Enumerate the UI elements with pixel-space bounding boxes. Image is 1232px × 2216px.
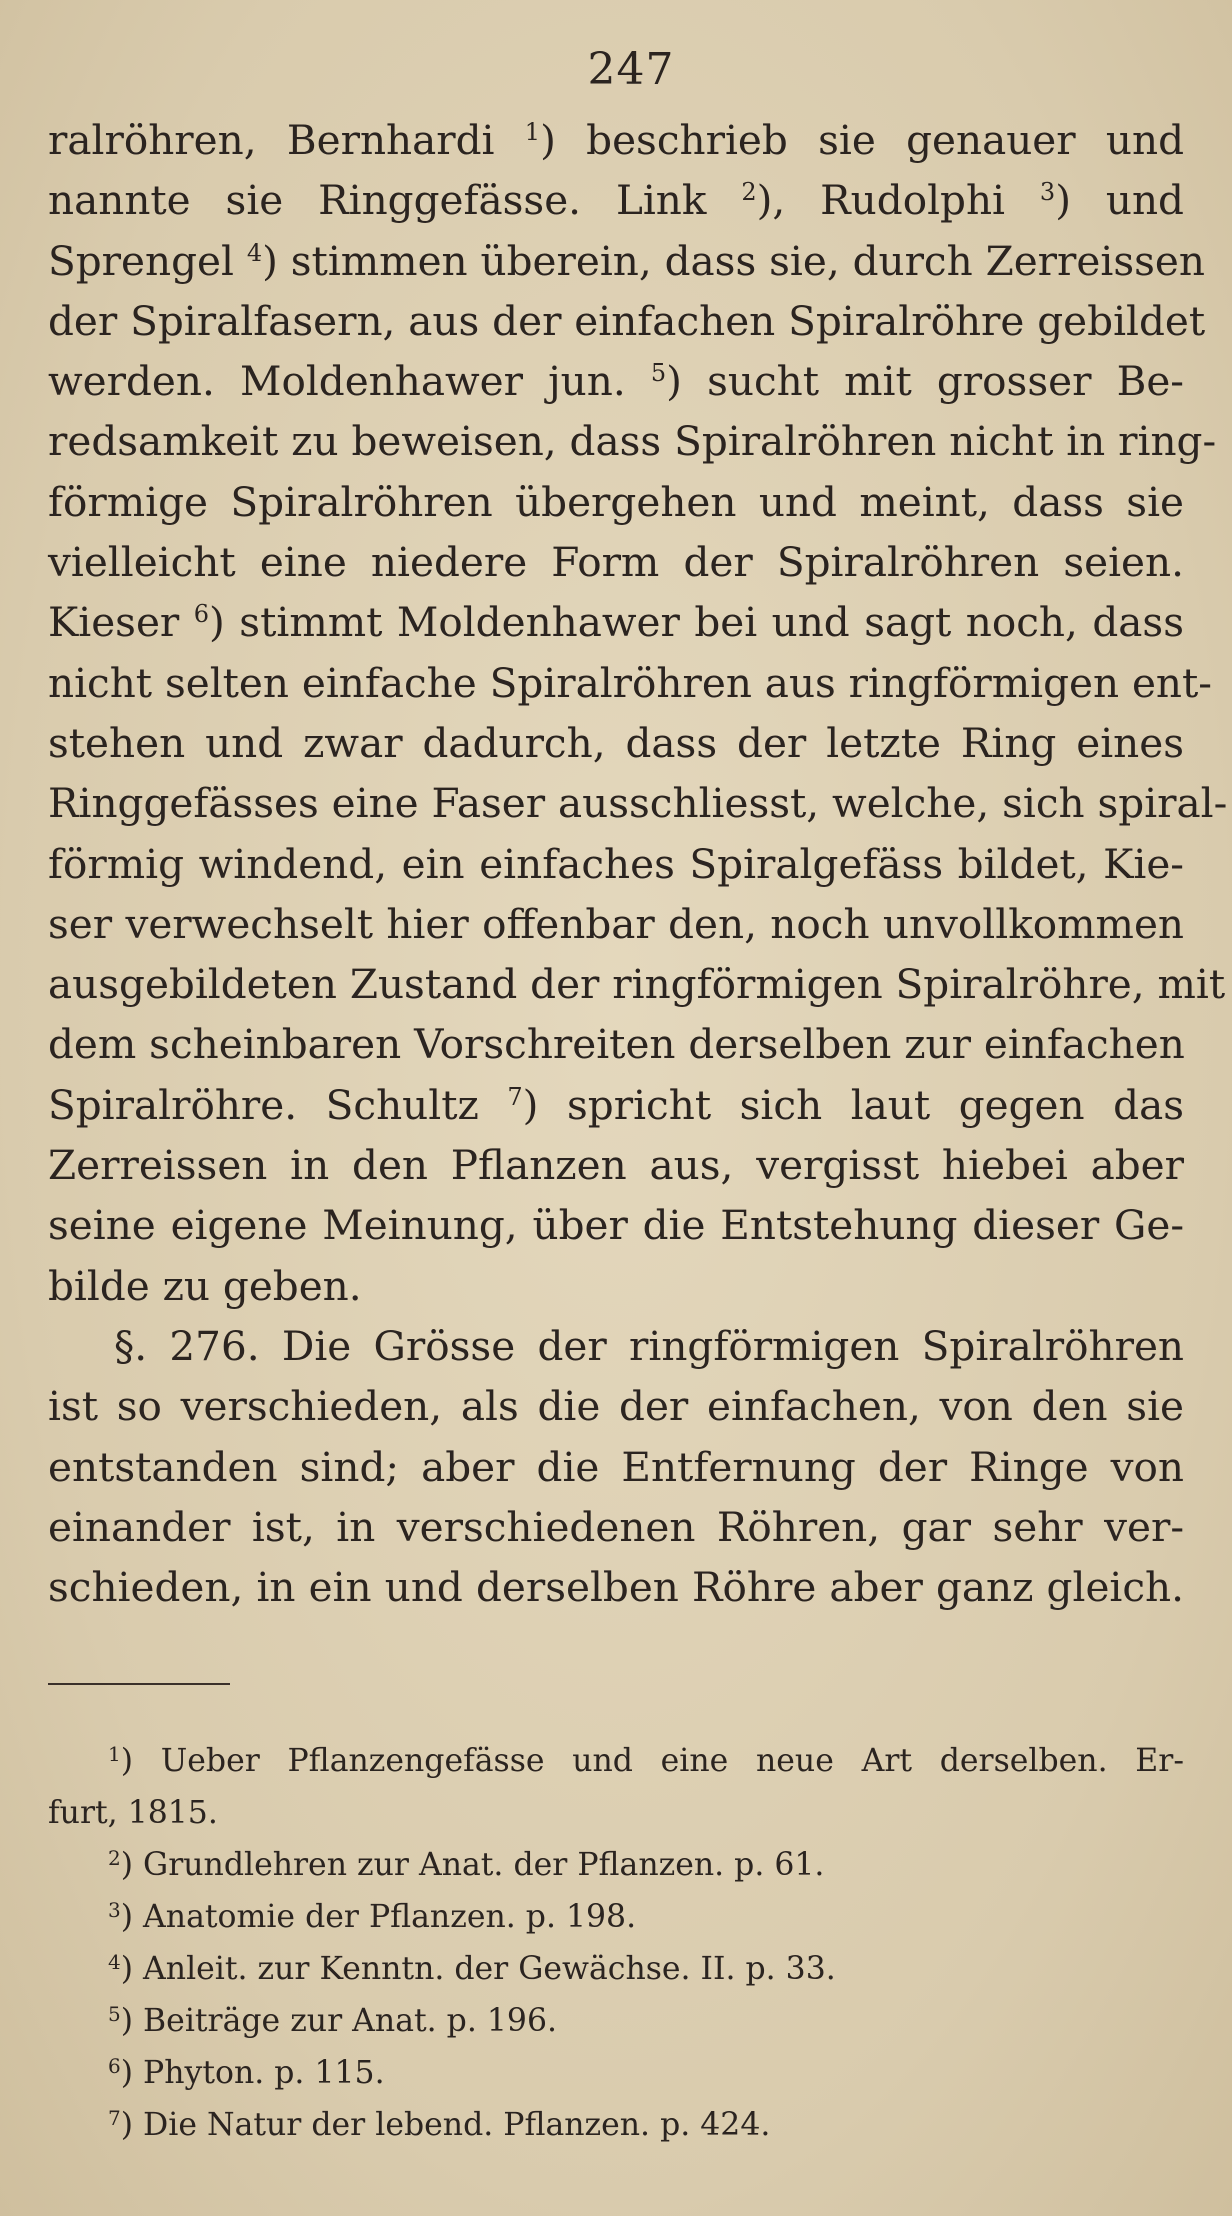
text-segment: ) stimmt Moldenhawer bei und sagt noch, dass xyxy=(209,598,1184,647)
footnote-text: ) Anatomie der Pflanzen. p. 198. xyxy=(120,1899,637,1936)
footnote-item xyxy=(48,1995,1184,2047)
text-line: der Spiralfasern, aus der einfachen Spiralröhre gebildet xyxy=(48,296,1206,345)
text-segment: ralröhren, Bernhardi xyxy=(48,116,495,164)
footnotes xyxy=(48,1735,1184,2151)
footnote-reference: 4 xyxy=(246,238,263,267)
text-line: ausgebildeten Zustand der ringförmigen Spiralröhre, mit xyxy=(48,960,1226,1009)
text-line: schieden, in ein und derselben Röhre aber ganz gleich. xyxy=(48,1563,1184,1612)
footnote-reference: 6 xyxy=(193,600,210,629)
text-line xyxy=(48,170,1184,230)
text-segment: ) stimmen überein, dass sie, durch Zerreissen xyxy=(262,236,1205,285)
footnote-reference: 3 xyxy=(1039,178,1056,207)
text-line xyxy=(48,231,1205,291)
text-line: förmig windend, ein einfaches Spiralgefäss bildet, Kie- xyxy=(48,839,1184,888)
text-line: seine eigene Meinung, über die Entstehung dieser Ge- xyxy=(48,1201,1184,1250)
footnote-text: ) Grundlehren zur Anat. der Pflanzen. p. 61. xyxy=(120,1847,825,1884)
text-segment: Kieser xyxy=(48,598,180,647)
text-segment: ) beschrieb sie genauer und xyxy=(540,116,1185,164)
text-line: förmige Spiralröhren übergehen und meint, dass sie xyxy=(48,477,1184,526)
text-segment: ) spricht sich laut gegen das xyxy=(522,1080,1184,1129)
footnote-item xyxy=(48,1735,1184,1787)
text-line: Ringgefässes eine Faser ausschliesst, welche, sich spiral- xyxy=(48,779,1228,828)
text-line xyxy=(48,592,1184,652)
text-segment: Spiralröhre. Schultz xyxy=(48,1080,479,1129)
text-segment: werden. Moldenhawer jun. xyxy=(48,357,626,406)
text-line: Zerreissen in den Pflanzen aus, vergisst hiebei aber xyxy=(48,1141,1184,1190)
footnote-text: ) Die Natur der lebend. Pflanzen. p. 424. xyxy=(120,2107,771,2144)
footnote-reference: 1 xyxy=(524,118,541,146)
text-line: nicht selten einfache Spiralröhren aus ringförmigen ent- xyxy=(48,658,1212,707)
text-line: stehen und zwar dadurch, dass der letzte Ring eines xyxy=(48,718,1184,767)
text-segment: ) und xyxy=(1055,176,1184,225)
text-line: einander ist, in verschiedenen Röhren, gar sehr ver- xyxy=(48,1502,1184,1551)
footnote-item xyxy=(48,2099,1184,2151)
text-line: vielleicht eine niedere Form der Spiralröhren seien. xyxy=(48,538,1184,587)
footnote-text: ) Ueber Pflanzengefässe und eine neue Art derselben. Er- xyxy=(120,1743,1184,1780)
text-line: dem scheinbaren Vorschreiten derselben zur einfachen xyxy=(48,1020,1185,1069)
page-number: 247 xyxy=(587,44,675,95)
footnote-mark: 2 xyxy=(108,1846,121,1871)
text-segment: ) sucht mit grosser Be- xyxy=(666,357,1184,406)
footnote-reference: 2 xyxy=(741,178,757,207)
text-segment: Sprengel xyxy=(48,236,234,285)
footnote-text: ) Anleit. zur Kenntn. der Gewächse. II. p. 33. xyxy=(120,1951,836,1988)
footnote-item xyxy=(48,1839,1184,1891)
footnote-continuation: furt, 1815. xyxy=(48,1795,218,1832)
text-line: entstanden sind; aber die Entfernung der Ringe von xyxy=(48,1442,1184,1491)
footnote-mark: 6 xyxy=(108,2054,121,2079)
footnote-mark: 7 xyxy=(108,2106,121,2131)
footnote-mark: 1 xyxy=(108,1742,121,1767)
text-segment: nannte sie Ringgefässe. Link xyxy=(48,176,707,225)
footnote-item xyxy=(48,1943,1184,1995)
footnote-reference: 5 xyxy=(650,359,667,388)
text-line: redsamkeit zu beweisen, dass Spiralröhren nicht in ring- xyxy=(48,417,1217,466)
text-line xyxy=(48,351,1184,411)
footnote-reference: 7 xyxy=(507,1082,523,1111)
footnote-mark: 5 xyxy=(108,2002,121,2027)
footnote-text: ) Beiträge zur Anat. p. 196. xyxy=(120,2003,557,2040)
footnote-item xyxy=(48,2047,1184,2099)
footnote-text: ) Phyton. p. 115. xyxy=(120,2055,385,2092)
text-segment: ), Rudolphi xyxy=(756,176,1005,225)
body-text xyxy=(48,110,1228,1617)
footnote-mark: 3 xyxy=(108,1898,121,1923)
text-line xyxy=(48,110,1184,170)
footnote-item xyxy=(48,1891,1184,1943)
text-line: bilde zu geben. xyxy=(48,1261,362,1310)
book-page xyxy=(48,30,1228,2151)
text-line xyxy=(48,1075,1184,1135)
text-line: ser verwechselt hier offenbar den, noch unvollkommen xyxy=(48,899,1184,948)
text-line: ist so verschieden, als die der einfachen, von den sie xyxy=(48,1382,1184,1431)
footnote-mark: 4 xyxy=(108,1950,121,1975)
footnote-divider xyxy=(48,1683,230,1685)
section-heading-line: §. 276. Die Grösse der ringförmigen Spiralröhren xyxy=(114,1321,1184,1370)
